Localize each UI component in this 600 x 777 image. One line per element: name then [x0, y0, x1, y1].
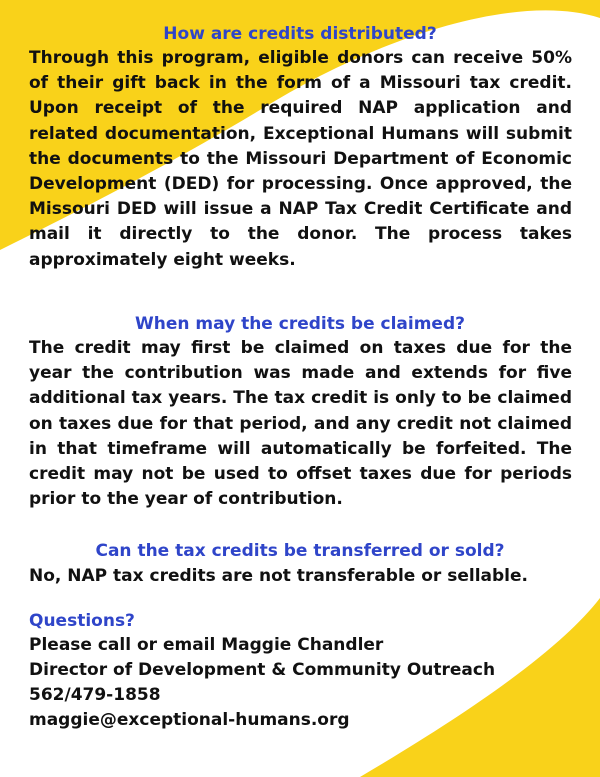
questions-heading: Questions? — [29, 611, 135, 631]
contact-title: Director of Development & Community Outreach — [29, 660, 496, 680]
section-body-distribution: Through this program, eligible donors can receive 50% of their gift back in the form of a Missouri tax credit. Upon receipt of the required NAP application and related documentation, Exceptional Humans will submit the documents to the Missouri Department of Economic Development (DED) for processing. Once approved, the Missouri DED will issue a NAP Tax Credit Certificate and mail it directly to the donor. The process takes approximately eight weeks. — [29, 48, 572, 270]
section-heading-transfer: Can the tax credits be transferred or sold? — [95, 541, 505, 561]
contact-line: Please call or email Maggie Chandler — [29, 635, 384, 655]
contact-email-link[interactable]: maggie@exceptional-humans.org — [29, 710, 350, 730]
section-heading-distribution: How are credits distributed? — [163, 24, 437, 44]
contact-phone[interactable]: 562/479-1858 — [29, 685, 161, 705]
section-heading-claim: When may the credits be claimed? — [135, 314, 465, 334]
section-body-transfer: No, NAP tax credits are not transferable or sellable. — [29, 566, 528, 586]
section-body-claim: The credit may first be claimed on taxes due for the year the contribution was made and extends for five additional tax years. The tax credit is only to be claimed on taxes due for that period, and any credit not claimed in that timeframe will automatically be forfeited. The credit may not be used to offset taxes due for periods prior to the year of contribution. — [29, 338, 572, 510]
